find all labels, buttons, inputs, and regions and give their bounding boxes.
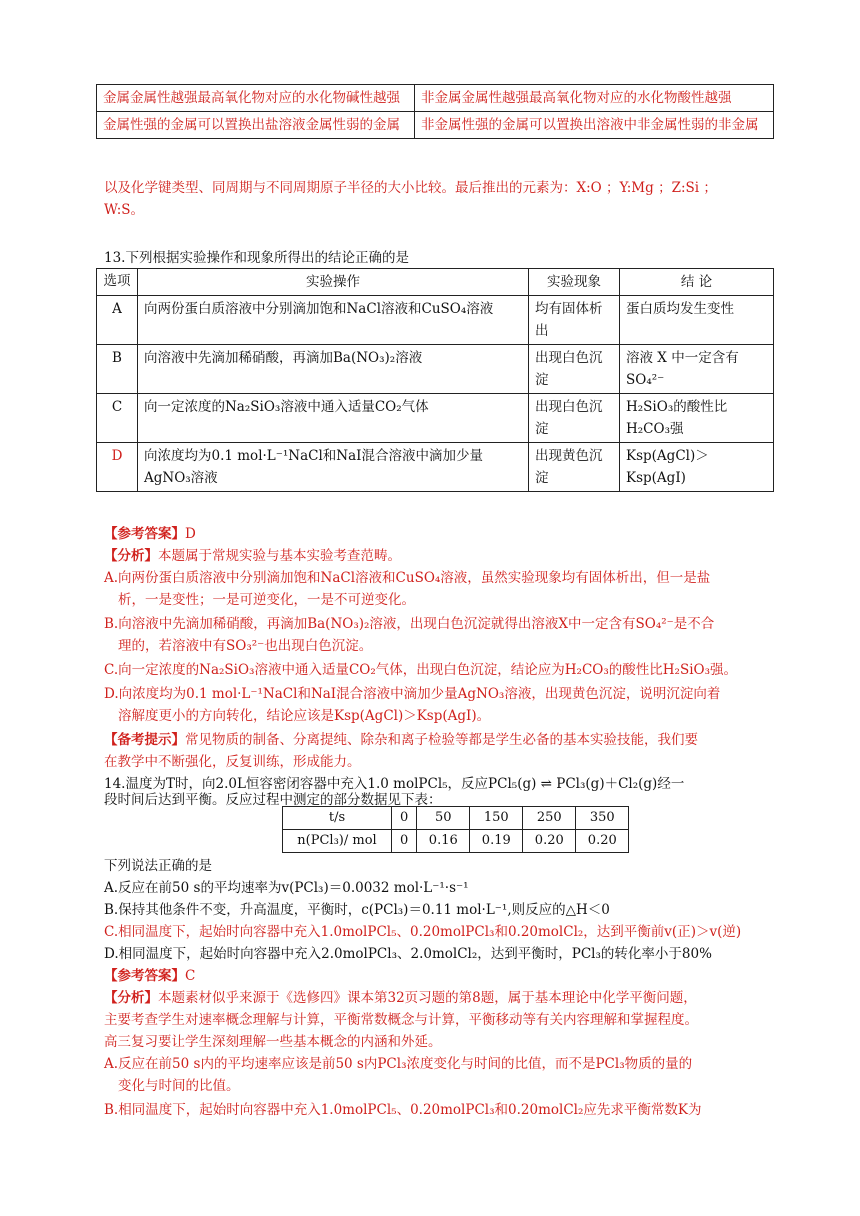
conclusion-cell: 蛋白质均发生变性	[620, 296, 774, 345]
table-cell: 50	[417, 807, 470, 830]
table-row	[283, 830, 629, 853]
operation-cell: 向浓度均为0.1 mol·L⁻¹NaCl和NaI混合溶液中滴加少量AgNO₃溶液	[138, 443, 529, 492]
operation-cell: 向一定浓度的Na₂SiO₃溶液中通入适量CO₂气体	[138, 394, 529, 443]
table-cell: 0.16	[417, 830, 470, 853]
conclusion-cell: 溶液 X 中一定含有 SO₄²⁻	[620, 345, 774, 394]
tip-line: 在教学中不断强化，反复训练，形成能力。	[104, 754, 361, 770]
option-cell: C	[97, 394, 138, 443]
option-b: B.保持其他条件不变，升高温度，平衡时，c(PCl₃)＝0.11 mol·L⁻¹,则反应的△H＜0	[104, 902, 610, 918]
option-cell: D	[97, 443, 138, 492]
data-table	[282, 806, 629, 853]
table-header-row	[97, 269, 774, 296]
conclusion-cell: H₂SiO₃的酸性比H₂CO₃强	[620, 394, 774, 443]
table-cell: 0.20	[576, 830, 629, 853]
intro-line: W:S。	[104, 202, 144, 218]
analysis-label: 【分析】	[104, 548, 158, 564]
question-14-stem: 段时间后达到平衡。反应过程中测定的部分数据见下表：	[104, 792, 442, 808]
phenomenon-cell: 均有固体析出	[529, 296, 620, 345]
phenomenon-cell: 出现白色沉淀	[529, 394, 620, 443]
table-cell: 金属性强的金属可以置换出盐溶液金属性弱的金属	[97, 112, 415, 139]
comparison-table	[96, 84, 774, 139]
analysis-b-line: 理的，若溶液中有SO₃²⁻也出现白色沉淀。	[118, 638, 373, 654]
analysis-text: 本题素材似乎来源于《选修四》课本第32页习题的第8题，属于基本理论中化学平衡问题，	[158, 990, 697, 1006]
table-cell: 0	[392, 830, 417, 853]
option-c: C.相同温度下，起始时向容器中充入1.0molPCl₅、0.20molPCl₃和0.20molCl₂，达到平衡前v(正)＞v(逆)	[104, 924, 742, 940]
answer-line	[104, 966, 195, 986]
analysis-b-line: B.向溶液中先滴加稀硝酸，再滴加Ba(NO₃)₂溶液，出现白色沉淀就得出溶液X中一定含有SO₄²⁻是不合	[104, 616, 715, 632]
intro-line: 以及化学键类型、同周期与不同周期原子半径的大小比较。最后推出的元素为：X:O ；Y:Mg ；Z:Si ；	[104, 180, 717, 196]
analysis-line	[104, 988, 697, 1008]
operation-cell: 向溶液中先滴加稀硝酸，再滴加Ba(NO₃)₂溶液	[138, 345, 529, 394]
table-cell: 150	[470, 807, 523, 830]
question-13-stem: 13.下列根据实验操作和现象所得出的结论正确的是	[104, 250, 409, 266]
table-cell: 0.19	[470, 830, 523, 853]
analysis-d-line: D.向浓度均为0.1 mol·L⁻¹NaCl和NaI混合溶液中滴加少量AgNO₃溶液，出现黄色沉淀，说明沉淀向着	[104, 686, 721, 702]
analysis-text: 本题属于常规实验与基本实验考查范畴。	[158, 548, 401, 564]
header-conclusion: 结 论	[620, 269, 774, 296]
header-operation: 实验操作	[138, 269, 529, 296]
experiment-table	[96, 268, 774, 492]
header-option: 选项	[97, 269, 138, 296]
row-label: n(PCl₃)/ mol	[283, 830, 392, 853]
answer-line	[104, 524, 196, 544]
tip-label: 【备考提示】	[104, 732, 185, 748]
operation-cell: 向两份蛋白质溶液中分别滴加饱和NaCl溶液和CuSO₄溶液	[138, 296, 529, 345]
row-label: t/s	[283, 807, 392, 830]
analysis-label: 【分析】	[104, 990, 158, 1006]
table-row	[97, 112, 774, 139]
analysis-line: 高三复习要让学生深刻理解一些基本概念的内涵和外延。	[104, 1034, 442, 1050]
answer-value: C	[185, 968, 196, 984]
answer-label: 【参考答案】	[104, 968, 185, 984]
answer-label: 【参考答案】	[104, 526, 185, 542]
table-row	[283, 807, 629, 830]
option-cell: A	[97, 296, 138, 345]
table-cell: 非金属金属性越强最高氧化物对应的水化物酸性越强	[415, 85, 774, 112]
table-cell: 0.20	[523, 830, 576, 853]
header-phenomenon: 实验现象	[529, 269, 620, 296]
table-row	[97, 85, 774, 112]
option-a: A.反应在前50 s的平均速率为v(PCl₃)＝0.0032 mol·L⁻¹·s⁻¹	[104, 880, 469, 896]
table-cell: 350	[576, 807, 629, 830]
table-cell: 0	[392, 807, 417, 830]
option-cell: B	[97, 345, 138, 394]
table-row	[97, 443, 774, 492]
table-cell: 250	[523, 807, 576, 830]
table-cell: 非金属性强的金属可以置换出溶液中非金属性弱的非金属	[415, 112, 774, 139]
option-d: D.相同温度下，起始时向容器中充入2.0molPCl₃、2.0molCl₂，达到平衡时，PCl₃的转化率小于80%	[104, 946, 712, 962]
analysis-a-line: 变化与时间的比值。	[118, 1078, 240, 1094]
analysis-d-line: 溶解度更小的方向转化，结论应该是Ksp(AgCl)＞Ksp(AgI)。	[118, 708, 491, 724]
table-cell: 金属金属性越强最高氧化物对应的水化物碱性越强	[97, 85, 415, 112]
tip-text: 常见物质的制备、分离提纯、除杂和离子检验等都是学生必备的基本实验技能，我们要	[185, 732, 698, 748]
phenomenon-cell: 出现黄色沉淀	[529, 443, 620, 492]
phenomenon-cell: 出现白色沉淀	[529, 345, 620, 394]
analysis-a-line: 析，一是变性；一是可逆变化，一是不可逆变化。	[118, 592, 415, 608]
table-row	[97, 296, 774, 345]
table-row	[97, 394, 774, 443]
analysis-a-line: A.向两份蛋白质溶液中分别滴加饱和NaCl溶液和CuSO₄溶液，虽然实验现象均有固体析出，但一是盐	[104, 570, 711, 586]
analysis-line: 主要考查学生对速率概念理解与计算，平衡常数概念与计算，平衡移动等有关内容理解和掌握程度。	[104, 1012, 698, 1028]
question-14-stem: 14.温度为T时，向2.0L恒容密闭容器中充入1.0 molPCl₅，反应PCl₅(g) ⇌ PCl₃(g)＋Cl₂(g)经一	[104, 776, 685, 792]
analysis-line	[104, 546, 401, 566]
analysis-a-line: A.反应在前50 s内的平均速率应该是前50 s内PCl₃浓度变化与时间的比值，而不是PCl₃物质的量的	[104, 1056, 693, 1072]
question-14-ask: 下列说法正确的是	[104, 858, 212, 874]
analysis-c-line: C.向一定浓度的Na₂SiO₃溶液中通入适量CO₂气体，出现白色沉淀，结论应为H₂CO₃的酸性比H₂SiO₃强。	[104, 662, 737, 678]
conclusion-cell: Ksp(AgCl)＞Ksp(AgI)	[620, 443, 774, 492]
table-row	[97, 345, 774, 394]
answer-value: D	[185, 526, 196, 542]
analysis-b-line: B.相同温度下，起始时向容器中充入1.0molPCl₅、0.20molPCl₃和0.20molCl₂应先求平衡常数K为	[104, 1102, 702, 1118]
tip-line	[104, 730, 698, 750]
